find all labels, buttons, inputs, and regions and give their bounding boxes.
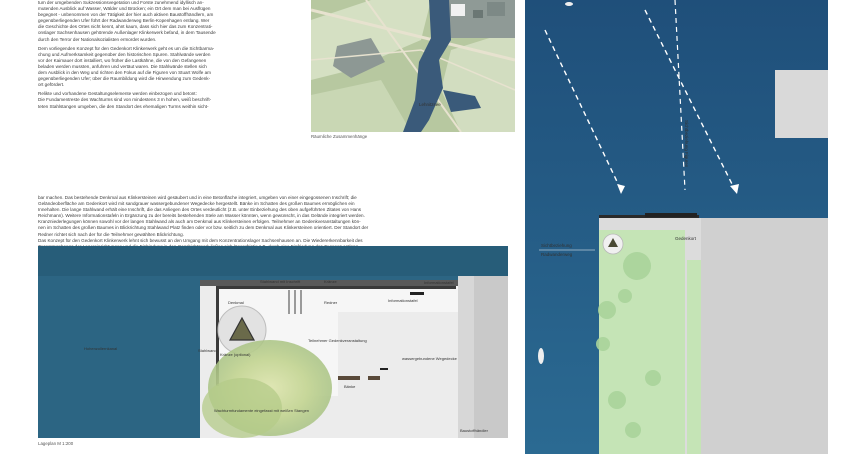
plan-label-informationstafel-right: Informationstafel — [424, 280, 454, 285]
site-plan — [38, 246, 508, 438]
context-map-graphic — [311, 0, 515, 132]
text-line: beladen werden mussten, anfuhren und vertäut waren. Die Stahlwände stellen sich — [38, 63, 207, 69]
text-line: nen im Schatten des großen Baumes in Blickrichtung Stahlwand Platz finden oder vor bzw. seitlich zu dem Denkmal aus Klinkersteinen orientiert. Der Standort der — [38, 225, 369, 231]
plan-caption: Lageplan M 1:200 — [38, 441, 74, 446]
plan-label-wassergebundene: wassergebundene Wegedecke — [402, 356, 457, 361]
aerial-view — [525, 0, 828, 454]
text-line: Relikte und vorhandene Gestaltungselemente werden einbezogen und betont: — [38, 91, 197, 97]
plan-label-redner: Redner — [324, 300, 338, 305]
text-column — [38, 0, 300, 113]
text-line: durch den Terror der Nationalsozialisten ermordet wurden. — [38, 36, 157, 42]
aerial-label-rad: Radwanderweg — [541, 252, 573, 257]
text-line: gegenüberliegenden Ufer; über die Raumbildung wird die Hinwendung zum Gedenk- — [38, 76, 211, 82]
aerial-graphic — [525, 0, 828, 454]
text-line: bar machen. Das bestehende Denkmal aus Klinkersteinen wird gesäubert und in eine Betonfläche integriert, umgeben von einer eingegossenen Inschrift; die — [38, 195, 357, 200]
text-line: Dem vorliegenden Konzept für den Gedenkort Klinkerwerk geht es um die Sichtbarma- — [38, 45, 215, 51]
aerial-label-sicht: Sichtbeziehung — [541, 243, 572, 248]
relics-paragraph — [38, 91, 300, 109]
plan-label-denkmal: Denkmal — [228, 300, 244, 305]
concept-paragraph — [38, 46, 300, 89]
text-line: die Geschichte des Ortes nicht kennt, ahnt kaum, dass sich hier das zum Konzentrati- — [38, 24, 213, 30]
plan-label-baenke: Bänke — [344, 384, 356, 389]
aerial-label-side: Sichtbeziehung Figuren — [684, 120, 689, 168]
text-line: vor der Kaimauer dort installiert, wo früher die Lastkähne, die von den Gefangenen — [38, 57, 207, 63]
text-line: ort gefördert. — [38, 82, 65, 88]
text-line: Geländeoberfläche am Gedenkort wird mit sandgrauer wassergebundener Wegedecke hergestellt. Bänke im Schatten des großen Baumes ermöglichen ein — [38, 201, 355, 207]
text-line: chung und Aufmerksamkeit gegenüber den historischen Spuren. Stahlwände werden — [38, 51, 211, 57]
map-caption: Räumliche Zusammenhänge — [311, 134, 368, 139]
plan-label-stahlwand-top: Stahlwand mit Inschrift — [260, 279, 301, 284]
context-map — [311, 0, 515, 132]
text-line: gegenüberliegenden Ufer führt der Radwanderweg Berlin-Kopenhagen entlang. Wer — [38, 18, 210, 24]
text-line: Redner richtet sich nach der für die Teilnehmer gewählten Blickrichtung. — [38, 231, 184, 237]
plan-label-wachturm: Wachturmfundamente eingefasst mit weißen Stangen — [214, 408, 310, 413]
plan-label-bauschuttlaender: Baustoffhändler — [460, 428, 488, 433]
plan-label-kraenze-top: Kränze — [324, 279, 337, 284]
plan-label-hohenzollernkanal: Hohenzollernkanal — [84, 346, 118, 351]
plan-label-teilnehmer: Teilnehmer Gedenkveranstaltung — [308, 338, 367, 343]
text-line: Das Konzept für den Gedenkort Klinkerwerk lehnt sich bewusst an den Umgang mit dem Konzentrationslager Sachsenhausen an. Die Wiedererkennbarkeit des — [38, 237, 363, 243]
text-line: Innehalten. Die lange Stahlwand erhält eine Inschrift, die das Anliegen des Ortes verdeutlicht (z.B. unter Einbeziehung des oben aufgeführten Zitates von Hans — [38, 207, 362, 213]
text-line: Reichmann). Weitere Informationstafeln in Ergänzung zu der bereits bestehenden Stele am Wasser könnten, wenn gewünscht, in das Gelände integriert werden. — [38, 213, 365, 219]
intro-paragraph — [38, 0, 300, 43]
text-line: teten Stahlstangen umgeben, die den Standort des ehemaligen Turms weithin sicht- — [38, 103, 209, 109]
text-line: Die Fundamentreste des Wachturms sind von mindestens 3 m hohen, weiß beschrift- — [38, 97, 212, 103]
plan-label-stahlwand-left: Stahlwand — [198, 348, 217, 353]
text-line: mutenden Ausblick auf Wasser, Wälder und Brücken; ein Ort dem man bei Ausflügen — [38, 6, 211, 12]
text-line: dem Ausblick in den Weg und richten den Fokus auf die Figuren von Stuart Wolfe am — [38, 70, 211, 76]
plan-label-kraenze-optional: Kränze (optional) — [220, 352, 251, 357]
plan-label-informationstafel-top: Informationstafel — [388, 298, 418, 303]
text-line: begegnet - unbenommen von der Tätigkeit der hier auch aktiven Baustoffhändlern, am — [38, 12, 214, 18]
text-line: onslager Sachsenhausen gehörende Außenlager Klinkerwerk befand, in dem Tausende — [38, 30, 216, 36]
site-plan-graphic — [38, 246, 508, 438]
aerial-label-gedenkort: Gedenkort — [675, 236, 697, 241]
map-water-label: Lehnitzsee — [419, 102, 441, 107]
text-line: tum der umgebenden Sukzessionsvegetation und Forste zunehmend idyllisch an- — [38, 0, 204, 5]
text-line: Kranzniederlegungen können sowohl vor der langen Stahlwand als auch am Denkmal aus Klinkersteinen erfolgen. Teilnehmer an Gedenkveranstaltungen kön- — [38, 219, 361, 225]
